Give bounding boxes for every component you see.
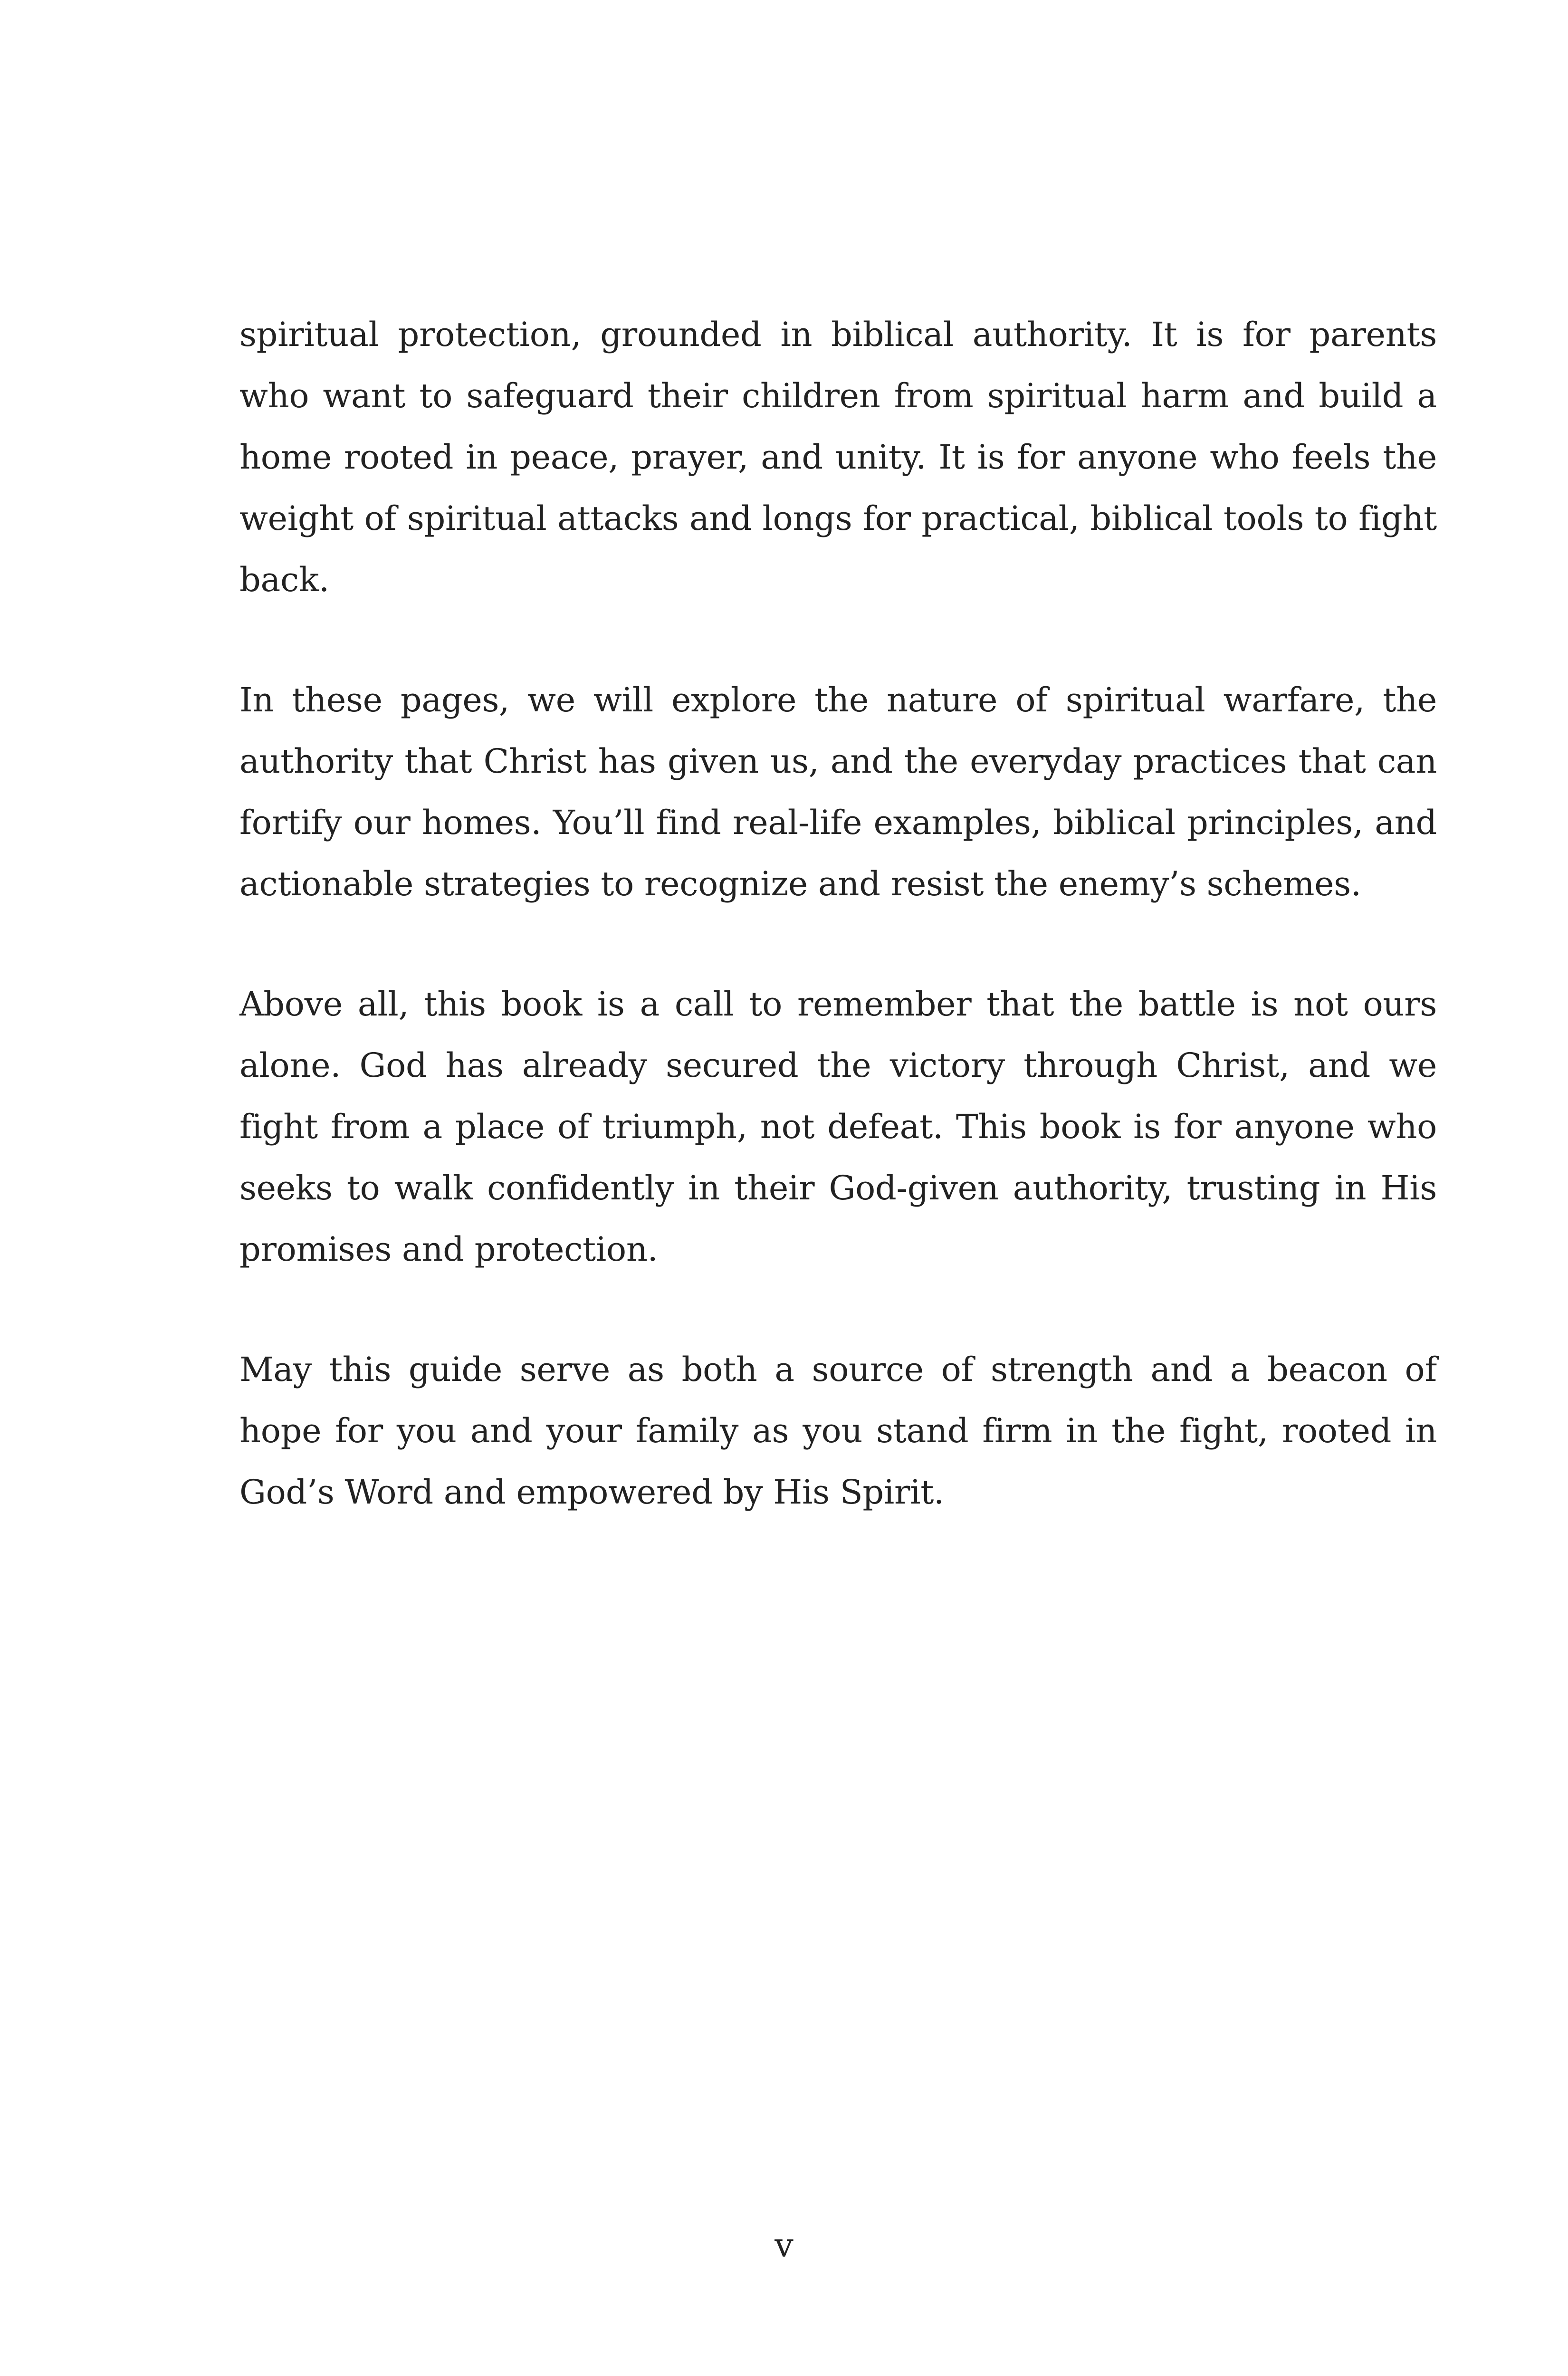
- page-number: v: [774, 2226, 794, 2265]
- paragraph-4: May this guide serve as both a source of strength and a beacon of hope for you and your family as you stand firm in the fight, rooted in God’s Word and empowered by His Spirit.: [239, 1350, 1437, 1512]
- paragraph-1: spiritual protection, grounded in biblical authority. It is for parents who want to safeguard their children from spiritual harm and build a home rooted in peace, prayer, and unity. It is for anyone who feels the weight of spiritual attacks and longs for practical, biblical tools to fight back.: [239, 315, 1437, 599]
- body-text: [239, 304, 1437, 1582]
- paragraph-2: In these pages, we will explore the nature of spiritual warfare, the authority that Christ has given us, and the everyday practices that can fortify our homes. You’ll find real-life examples, biblical principles, and actionable strategies to recognize and resist the enemy’s schemes.: [239, 680, 1437, 903]
- paragraph-3: Above all, this book is a call to remember that the battle is not ours alone. God has already secured the victory through Christ, and we fight from a place of triumph, not defeat. This book is for anyone who seeks to walk confidently in their God-given authority, trusting in His promises and protection.: [239, 985, 1437, 1269]
